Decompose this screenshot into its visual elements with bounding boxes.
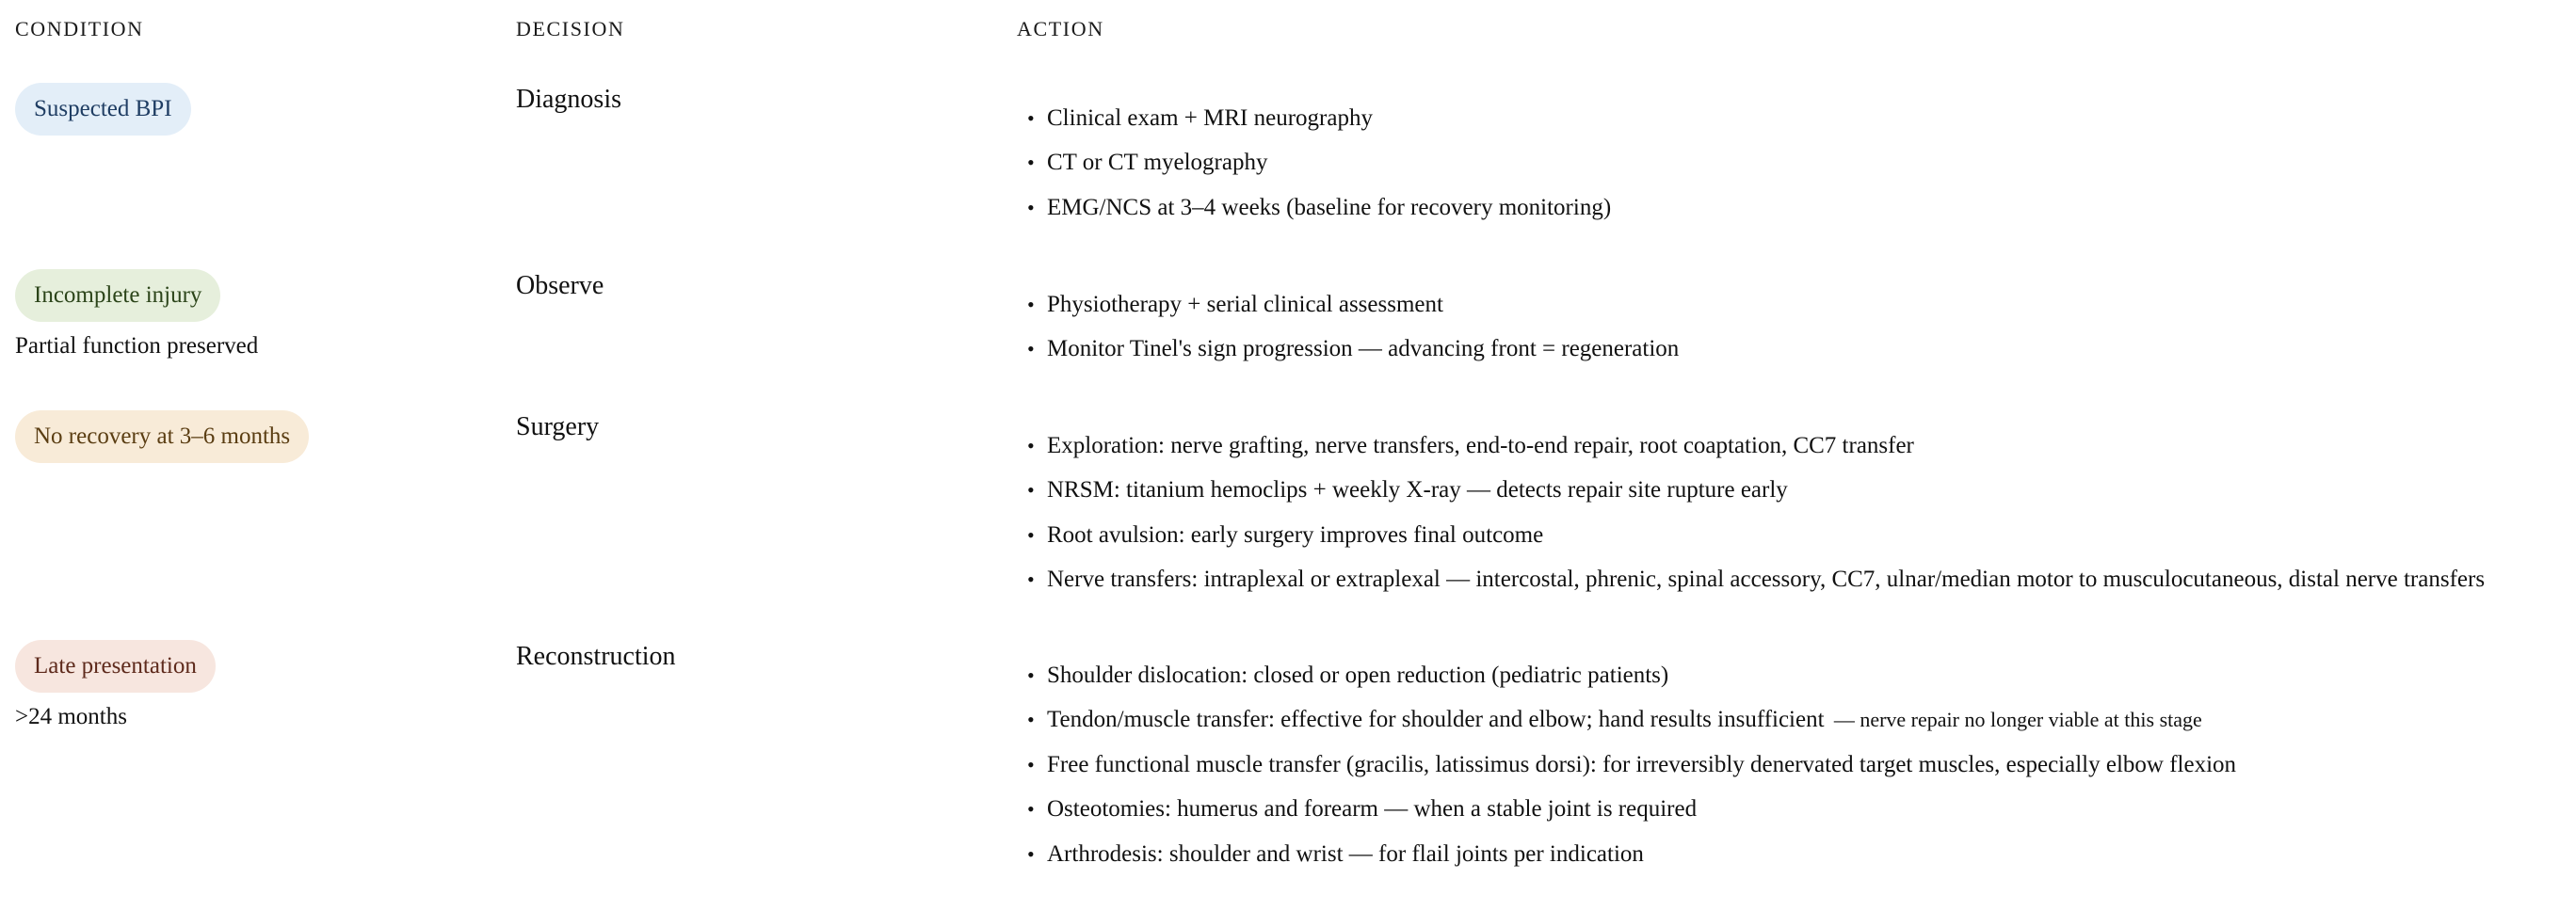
action-text: Nerve transfers: intraplexal or extraplexal — intercostal, phrenic, spinal accessory, CC7, ulnar/median motor to musculocutaneous, distal nerve transfers <box>1047 567 2486 593</box>
bullet-icon: • <box>1027 151 1035 175</box>
decision-cell: Reconstruction <box>516 642 676 671</box>
action-item <box>1017 743 2236 787</box>
condition-pill: No recovery at 3–6 months <box>15 410 309 463</box>
action-item <box>1017 424 2485 468</box>
action-text: Clinical exam + MRI neurography <box>1047 105 1373 131</box>
action-item <box>1017 327 1679 371</box>
bullet-icon: • <box>1027 708 1035 732</box>
condition-subtext: >24 months <box>15 704 127 729</box>
action-text: Root avulsion: early surgery improves final outcome <box>1047 521 1544 548</box>
header-action: ACTION <box>1017 17 1104 40</box>
action-list <box>1017 653 2236 876</box>
action-item <box>1017 96 1611 140</box>
action-item <box>1017 557 2485 601</box>
decision-cell: Diagnosis <box>516 85 621 114</box>
condition-cell <box>15 269 258 360</box>
condition-pill: Incomplete injury <box>15 269 220 322</box>
bullet-icon: • <box>1027 195 1035 219</box>
action-text: NRSM: titanium hemoclips + weekly X-ray — detects repair site rupture early <box>1047 477 1788 503</box>
condition-pill: Suspected BPI <box>15 83 191 136</box>
condition-cell <box>15 640 216 730</box>
action-item <box>1017 185 1611 230</box>
condition-subtext: Partial function preserved <box>15 333 259 359</box>
bullet-icon: • <box>1027 752 1035 776</box>
decision-cell: Observe <box>516 271 604 300</box>
action-list <box>1017 96 1611 230</box>
bullet-icon: • <box>1027 293 1035 316</box>
bullet-icon: • <box>1027 797 1035 822</box>
action-text: CT or CT myelography <box>1047 150 1268 176</box>
bullet-icon: • <box>1027 478 1035 503</box>
condition-cell <box>15 410 309 463</box>
bullet-icon: • <box>1027 567 1035 592</box>
action-item <box>1017 513 2485 557</box>
action-text: Arthrodesis: shoulder and wrist — for flail joints per indication <box>1047 840 1644 867</box>
action-text: Monitor Tinel's sign progression — advancing front = regeneration <box>1047 336 1680 362</box>
action-text: Tendon/muscle transfer: effective for shoulder and elbow; hand results insufficient <box>1047 707 1830 733</box>
action-item <box>1017 282 1679 327</box>
bullet-icon: • <box>1027 106 1035 130</box>
action-text: Free functional muscle transfer (gracilis, latissimus dorsi): for irreversibly denervated target muscles, especially elbow flexion <box>1047 751 2237 777</box>
action-list <box>1017 282 1679 372</box>
action-item <box>1017 832 2236 876</box>
bullet-icon: • <box>1027 522 1035 547</box>
action-text: Exploration: nerve grafting, nerve transfers, end-to-end repair, root coaptation, CC7 transfer <box>1047 433 1914 458</box>
bullet-icon: • <box>1027 434 1035 457</box>
action-item <box>1017 468 2485 512</box>
bullet-icon: • <box>1027 841 1035 866</box>
action-item <box>1017 653 2236 697</box>
decision-cell: Surgery <box>516 412 600 441</box>
header-condition: CONDITION <box>15 17 144 40</box>
condition-pill: Late presentation <box>15 640 216 693</box>
bullet-icon: • <box>1027 337 1035 361</box>
action-note: — nerve repair no longer viable at this stage <box>1833 708 2202 732</box>
action-list <box>1017 424 2485 602</box>
action-text: Osteotomies: humerus and forearm — when a stable joint is required <box>1047 796 1698 823</box>
bullet-icon: • <box>1027 663 1035 687</box>
condition-cell <box>15 83 191 136</box>
action-text: Shoulder dislocation: closed or open reduction (pediatric patients) <box>1047 663 1669 688</box>
header-decision: DECISION <box>516 17 625 40</box>
action-text: Physiotherapy + serial clinical assessment <box>1047 292 1443 317</box>
action-item <box>1017 140 1611 184</box>
action-item <box>1017 697 2236 742</box>
action-item <box>1017 787 2236 831</box>
action-text: EMG/NCS at 3–4 weeks (baseline for recovery monitoring) <box>1047 194 1612 220</box>
